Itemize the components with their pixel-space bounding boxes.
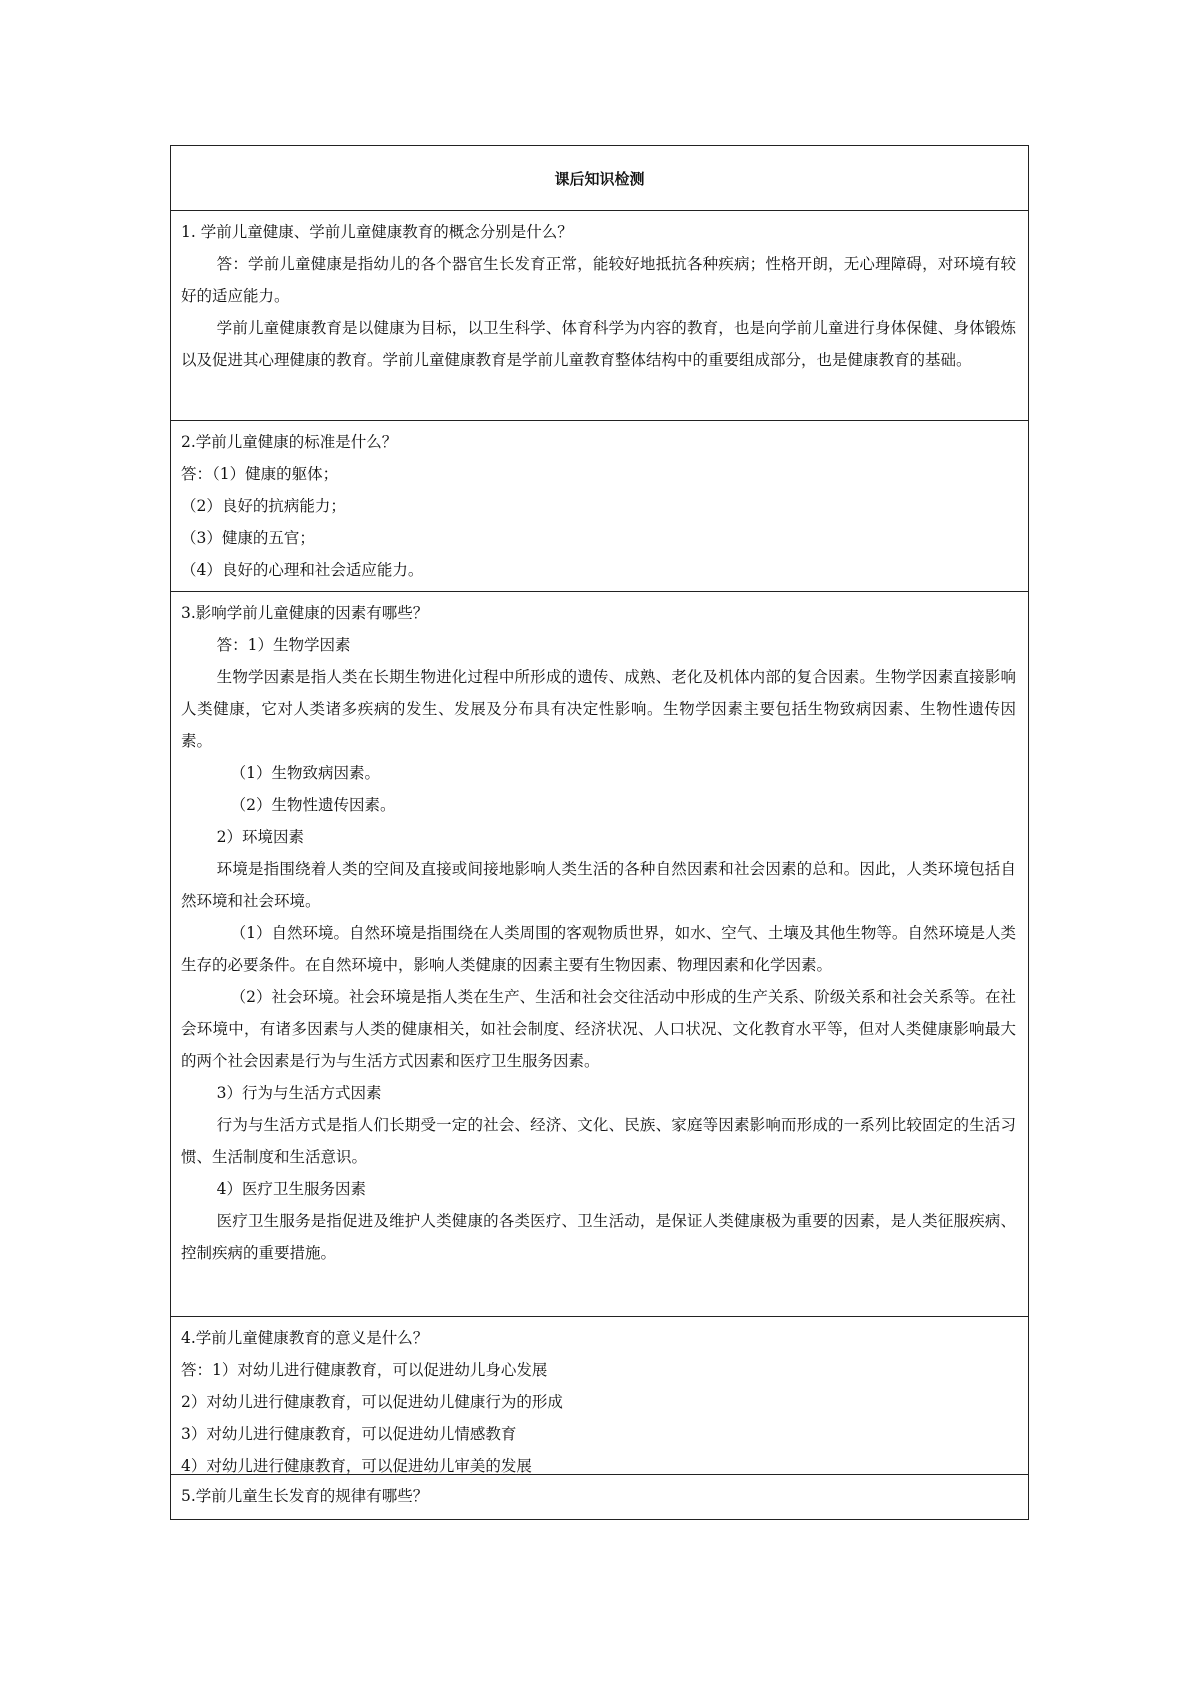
answer-4-line-4: 4）对幼儿进行健康教育，可以促进幼儿审美的发展 <box>181 1457 532 1475</box>
answer-1-para-1: 答：学前儿童健康是指幼儿的各个器官生长发育正常，能较好地抵抗各种疾病；性格开朗，无心理障碍，对环境有较好的适应能力。 <box>181 255 1016 305</box>
question-2: 2.学前儿童健康的标准是什么？ <box>181 433 398 451</box>
qa-section-3 <box>171 592 1028 1317</box>
answer-3-para-4: （2）社会环境。社会环境是指人类在生产、生活和社会交往活动中形成的生产关系、阶级关系和社会关系等。在社会环境中，有诸多因素与人类的健康相关，如社会制度、经济状况、人口状况、文化教育水平等，但对人类健康影响最大的两个社会因素是行为与生活方式因素和医疗卫生服务因素。 <box>181 988 1016 1070</box>
answer-2-line-1: 答：（1）健康的躯体； <box>181 465 339 483</box>
answer-3-para-6: 医疗卫生服务是指促进及维护人类健康的各类医疗、卫生活动，是保证人类健康极为重要的因素，是人类征服疾病、控制疾病的重要措施。 <box>181 1212 1016 1262</box>
qa-section-2 <box>171 421 1028 592</box>
answer-3-line-2: （1）生物致病因素。 <box>230 764 380 782</box>
answer-3-para-5: 行为与生活方式是指人们长期受一定的社会、经济、文化、民族、家庭等因素影响而形成的一系列比较固定的生活习惯、生活制度和生活意识。 <box>181 1116 1016 1166</box>
question-4: 4.学前儿童健康教育的意义是什么？ <box>181 1329 429 1347</box>
answer-3-line-5: 3）行为与生活方式因素 <box>216 1084 382 1102</box>
knowledge-check-table <box>170 145 1029 1520</box>
answer-3-para-2: 环境是指围绕着人类的空间及直接或间接地影响人类生活的各种自然因素和社会因素的总和。因此，人类环境包括自然环境和社会环境。 <box>181 860 1016 910</box>
answer-3-line-6: 4）医疗卫生服务因素 <box>216 1180 367 1198</box>
answer-4-line-1: 答：1）对幼儿进行健康教育，可以促进幼儿身心发展 <box>181 1361 548 1379</box>
question-3: 3.影响学前儿童健康的因素有哪些？ <box>181 604 429 622</box>
answer-3-line-3: （2）生物性遗传因素。 <box>230 796 396 814</box>
answer-3-para-1: 生物学因素是指人类在长期生物进化过程中所形成的遗传、成熟、老化及机体内部的复合因素。生物学因素直接影响人类健康，它对人类诸多疾病的发生、发展及分布具有决定性影响。生物学因素主要包括生物致病因素、生物性遗传因素。 <box>181 668 1016 750</box>
qa-section-1 <box>171 211 1028 421</box>
answer-3-line-1: 答：1）生物学因素 <box>216 636 351 654</box>
answer-1-para-2: 学前儿童健康教育是以健康为目标，以卫生科学、体育科学为内容的教育，也是向学前儿童进行身体保健、身体锻炼以及促进其心理健康的教育。学前儿童健康教育是学前儿童教育整体结构中的重要组成部分，也是健康教育的基础。 <box>181 319 1016 369</box>
answer-4-line-2: 2）对幼儿进行健康教育，可以促进幼儿健康行为的形成 <box>181 1393 563 1411</box>
answer-3-line-4: 2）环境因素 <box>216 828 305 846</box>
question-5: 5.学前儿童生长发育的规律有哪些？ <box>181 1487 429 1505</box>
answer-2-line-3: （3）健康的五官； <box>181 529 315 547</box>
answer-2-line-4: （4）良好的心理和社会适应能力。 <box>181 561 424 579</box>
table-title: 课后知识检测 <box>171 146 1028 211</box>
answer-4-line-3: 3）对幼儿进行健康教育，可以促进幼儿情感教育 <box>181 1425 517 1443</box>
question-1: 1. 学前儿童健康、学前儿童健康教育的概念分别是什么？ <box>181 223 573 241</box>
answer-3-para-3: （1）自然环境。自然环境是指围绕在人类周围的客观物质世界，如水、空气、土壤及其他生物等。自然环境是人类生存的必要条件。在自然环境中，影响人类健康的因素主要有生物因素、物理因素和化学因素。 <box>181 924 1016 974</box>
qa-section-5 <box>171 1475 1028 1519</box>
answer-2-line-2: （2）良好的抗病能力； <box>181 497 346 515</box>
qa-section-4 <box>171 1317 1028 1475</box>
